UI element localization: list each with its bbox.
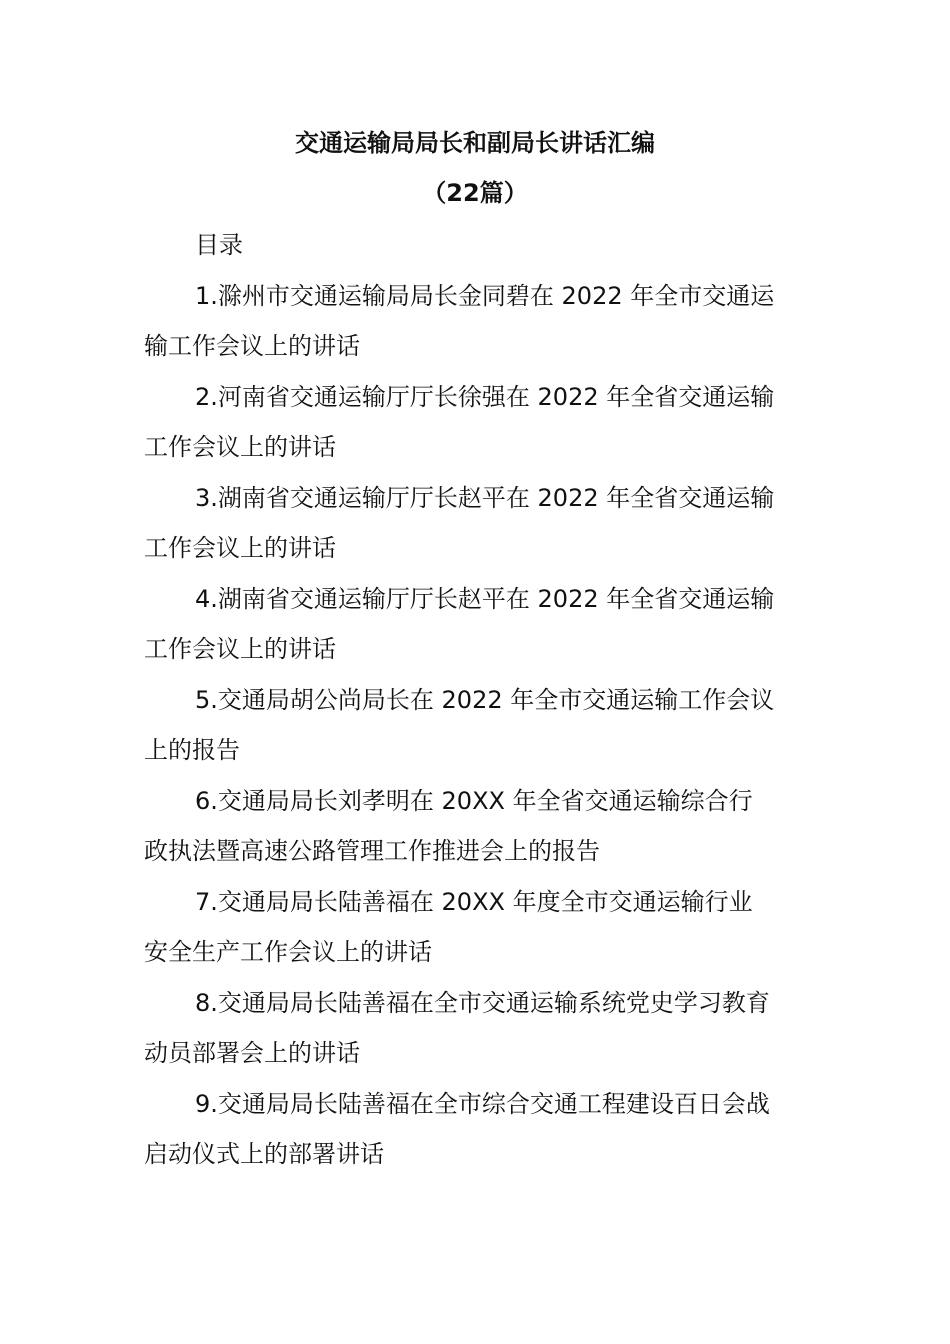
toc-item-line: 7.交通局局长陆善福在 20XX 年度全市交通运输行业 [195,888,753,916]
toc-item-line: 安全生产工作会议上的讲话 [144,938,432,966]
toc-item-line: 启动仪式上的部署讲话 [144,1140,384,1168]
toc-item-line: 5.交通局胡公尚局长在 2022 年全市交通运输工作会议 [195,686,775,714]
document-subtitle: （22篇） [422,179,528,207]
toc-item-line: 9.交通局局长陆善福在全市综合交通工程建设百日会战 [195,1090,770,1118]
toc-item-line: 输工作会议上的讲话 [144,332,360,360]
toc-item-line: 上的报告 [144,736,240,764]
toc-item-line: 4.湖南省交通运输厅厅长赵平在 2022 年全省交通运输 [195,585,775,613]
toc-item-line: 3.湖南省交通运输厅厅长赵平在 2022 年全省交通运输 [195,484,775,512]
toc-item-line: 6.交通局局长刘孝明在 20XX 年全省交通运输综合行 [195,787,753,815]
toc-item-line: 工作会议上的讲话 [144,534,336,562]
toc-item-line: 动员部署会上的讲话 [144,1039,360,1067]
toc-item-line: 1.滁州市交通运输局局长金同碧在 2022 年全市交通运 [195,282,775,310]
toc-item-line: 工作会议上的讲话 [144,635,336,663]
toc-item-line: 8.交通局局长陆善福在全市交通运输系统党史学习教育 [195,989,770,1017]
toc-heading: 目录 [195,231,243,259]
toc-item-line: 政执法暨高速公路管理工作推进会上的报告 [144,837,600,865]
toc-item-line: 工作会议上的讲话 [144,433,336,461]
document-title: 交通运输局局长和副局长讲话汇编 [295,129,655,157]
toc-item-line: 2.河南省交通运输厅厅长徐强在 2022 年全省交通运输 [195,383,775,411]
